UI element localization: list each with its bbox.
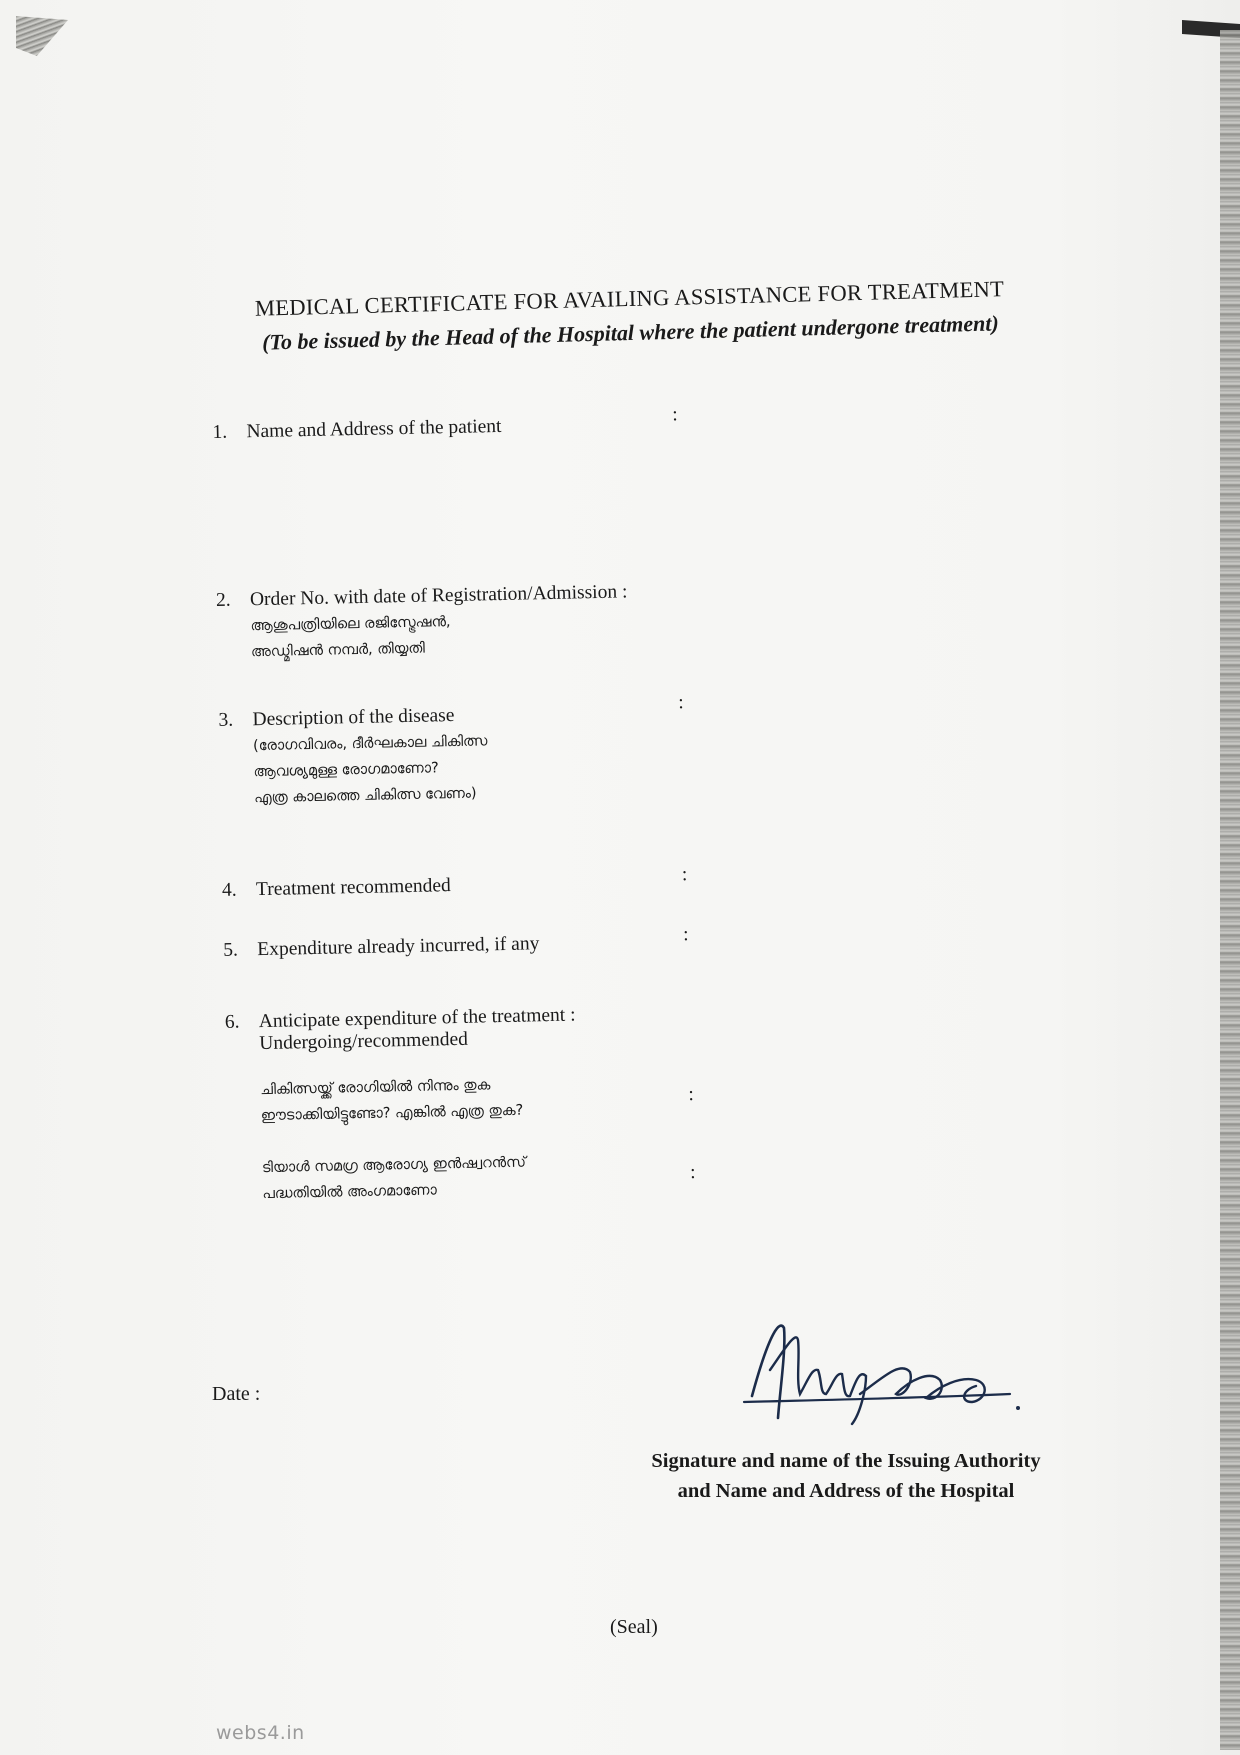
watermark-text: webs4.in: [216, 1722, 305, 1744]
field-colon: :: [678, 692, 684, 714]
field-sub-label: എത്ര കാലത്തെ ചികിത്സ വേണം): [253, 785, 477, 807]
signature-caption: [616, 1446, 1076, 1506]
document-header: [199, 275, 1060, 357]
field-colon: :: [681, 864, 688, 886]
field-colon: :: [688, 1084, 695, 1106]
handwritten-signature: [740, 1310, 1030, 1430]
field-number: 2.: [215, 589, 231, 611]
field-label: Anticipate expenditure of the treatment :: [258, 1004, 576, 1033]
field-sub-label: പദ്ധതിയിൽ അംഗമാണോ: [262, 1182, 437, 1203]
field-sub-label: ആവശ്യമുള്ള രോഗമാണോ?: [253, 760, 439, 781]
field-sub-label: ആശുപത്രിയിലെ രജിസ്ട്രേഷൻ,: [250, 614, 451, 635]
page-subtitle: (To be issued by the Head of the Hospital where the patient undergone treatment): [261, 310, 1000, 355]
signature-caption-line: Signature and name of the Issuing Authority: [651, 1450, 1041, 1472]
date-label: Date :: [212, 1383, 261, 1405]
field-sub-label: ടിയാൾ സമഗ്ര ആരോഗ്യ ഇൻഷ്വറൻസ്: [261, 1154, 527, 1177]
field-sub-label: ഈടാക്കിയിട്ടുണ്ടോ? എങ്കിൽ എത്ര തുക?: [260, 1102, 524, 1125]
scan-edge-artifact: [1220, 30, 1240, 1750]
field-anticipated-expenditure: [224, 997, 945, 1203]
field-expenditure-incurred: [223, 924, 943, 961]
field-patient-name-address: [212, 404, 932, 443]
field-label-group: [252, 704, 488, 811]
field-number: 5.: [223, 939, 239, 961]
field-number: 4.: [221, 879, 237, 901]
page-title: MEDICAL CERTIFICATE FOR AVAILING ASSISTANCE FOR TREATMENT: [254, 276, 1005, 321]
field-colon: :: [682, 924, 689, 946]
field-number: 3.: [218, 709, 234, 731]
field-number: 6.: [224, 1011, 240, 1033]
field-sub-label: ചികിത്സയ്ക്ക് രോഗിയിൽ നിന്നും തുക: [260, 1077, 491, 1099]
field-disease-description: [218, 692, 938, 807]
field-label-group: [250, 581, 629, 665]
field-label: Name and Address of the patient: [246, 415, 502, 443]
field-label: Undergoing/recommended: [259, 1028, 469, 1055]
field-sub-label: അഡ്മിഷൻ നമ്പർ, തിയ്യതി: [250, 640, 426, 661]
field-colon: :: [671, 404, 678, 426]
field-treatment-recommended: [221, 864, 942, 901]
field-order-number: [215, 575, 936, 661]
field-label-group: [259, 1005, 580, 1208]
field-number: 1.: [212, 421, 228, 443]
certificate-form: [212, 395, 932, 1203]
signature-caption-line: and Name and Address of the Hospital: [677, 1480, 1015, 1502]
field-label: Description of the disease: [252, 704, 455, 731]
seal-label: (Seal): [610, 1616, 658, 1638]
field-label: Expenditure already incurred, if any: [257, 933, 540, 961]
field-colon: :: [689, 1162, 696, 1184]
field-label: Treatment recommended: [255, 875, 451, 901]
field-sub-label: (രോഗവിവരം, ദീർഘകാല ചികിത്സ: [252, 733, 488, 755]
scan-edge-artifact: [16, 16, 68, 56]
field-label: Order No. with date of Registration/Admission :: [249, 581, 628, 611]
